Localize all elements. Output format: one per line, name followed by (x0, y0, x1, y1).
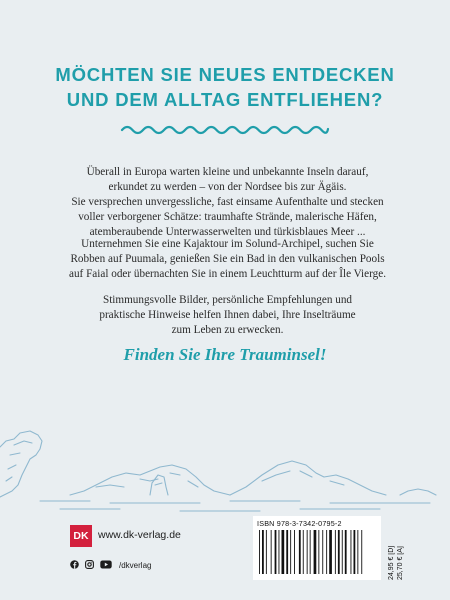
island-cliffs-illustration (0, 425, 450, 525)
social-links (70, 556, 151, 574)
paragraph-activities (60, 237, 395, 282)
paragraph-intro (60, 165, 395, 240)
isbn-barcode (253, 516, 381, 580)
isbn-number: ISBN 978-3-7342-0795-2 (257, 519, 342, 528)
dk-logo: DK (70, 525, 92, 547)
headline-line-2: UND DEM ALLTAG ENTFLIEHEN? (66, 89, 384, 110)
paragraph-line: zum Leben zu erwecken. (171, 324, 284, 336)
paragraph-line: Stimmungsvolle Bilder, persönliche Empfehlungen und (102, 294, 353, 306)
paragraph-line: erkundet zu werden – von der Nordsee bis zur Ägäis. (108, 181, 347, 193)
facebook-icon[interactable] (70, 556, 79, 574)
price-labels (385, 516, 407, 580)
paragraph-line: voller verborgener Schätze: traumhafte Strände, malerische Häfen, (78, 211, 377, 223)
youtube-icon[interactable] (100, 556, 112, 574)
headline (0, 62, 450, 112)
paragraph-line: auf Faial oder übernachten Sie in einem Leuchtturm auf der Île Vierge. (68, 268, 386, 280)
paragraph-line: atemberaubende Unterwasserwelten und türkisblaues Meer ... (89, 226, 366, 238)
barcode-bars (257, 530, 377, 576)
publisher-website[interactable]: www.dk-verlag.de (98, 529, 181, 541)
paragraph-closing (60, 293, 395, 338)
paragraph-line: Sie versprechen unvergessliche, fast einsame Aufenthalte und stecken (71, 196, 384, 208)
paragraph-line: Überall in Europa warten kleine und unbekannte Inseln darauf, (86, 166, 369, 178)
paragraph-line: Unternehmen Sie eine Kajaktour im Solund-Archipel, suchen Sie (81, 238, 374, 250)
tagline: Finden Sie Ihre Trauminsel! (123, 345, 327, 364)
paragraph-line: praktische Hinweise helfen Ihnen dabei, Ihre Inselträume (99, 309, 356, 321)
headline-line-1: MÖCHTEN SIE NEUES ENTDECKEN (55, 64, 395, 85)
price-germany: 24,95 € [D] (388, 545, 395, 580)
paragraph-line: Robben auf Puumala, genießen Sie ein Bad in den vulkanischen Pools (70, 253, 385, 265)
wave-divider (120, 123, 330, 137)
instagram-icon[interactable] (85, 556, 94, 574)
social-handle: /dkverlag (119, 560, 152, 570)
price-austria: 25,70 € [A] (397, 546, 404, 580)
